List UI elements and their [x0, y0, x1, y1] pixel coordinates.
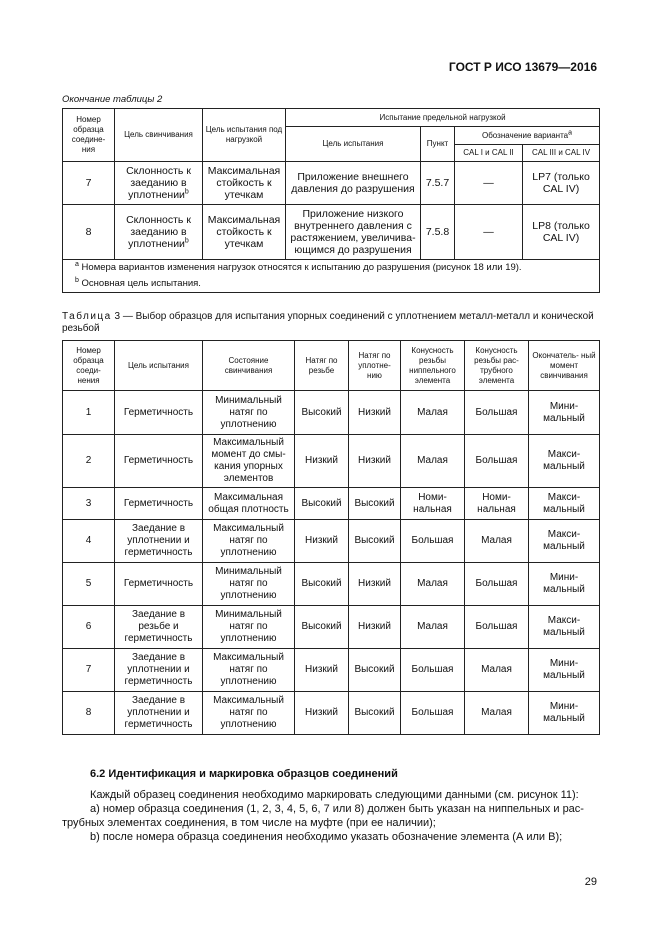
t2-header-cal12: CAL I и CAL II: [455, 145, 523, 162]
t3-cell-num: 5: [63, 563, 115, 606]
t2-header-cal34: CAL III и CAL IV: [523, 145, 600, 162]
t3-cell-state: Минимальный натяг по уплотнению: [203, 391, 295, 435]
t3-cell-box: Большая: [465, 606, 529, 649]
t3-cell-state: Минимальный натяг по уплотнению: [203, 563, 295, 606]
t3-header-num: Номер образца соеди- нения: [63, 341, 115, 391]
table2-caption: Окончание таблицы 2: [62, 94, 163, 105]
table-row: [63, 563, 600, 606]
t3-cell-final: Мини- мальный: [529, 563, 600, 606]
t3-cell-final: Мини- мальный: [529, 649, 600, 692]
t2-header-load-purpose: Цель испытания под нагрузкой: [203, 109, 286, 162]
t3-cell-num: 1: [63, 391, 115, 435]
document-header: ГОСТ Р ИСО 13679—2016: [448, 60, 597, 74]
table-row: [63, 649, 600, 692]
t3-cell-purpose: Заедание в уплотнении и герметичность: [115, 649, 203, 692]
page-number: 29: [584, 876, 597, 888]
t2-cell-num: 8: [63, 205, 115, 260]
paragraph-item-a: а) номер образца соединения (1, 2, 3, 4, 5, 6, 7 или 8) должен быть указан на ниппельных и рас- трубных элементах соединения, в том числе на муфте (при ее наличии);: [62, 803, 584, 829]
t3-cell-num: 3: [63, 488, 115, 520]
t3-header-final: Окончатель- ный момент свинчивания: [529, 341, 600, 391]
t3-cell-state: Максимальный натяг по уплотнению: [203, 649, 295, 692]
t2-header-num: Номер образца соедине- ния: [63, 109, 115, 162]
t3-cell-final: Макси- мальный: [529, 606, 600, 649]
table-row: [63, 162, 600, 205]
t3-cell-seal: Высокий: [349, 649, 401, 692]
t3-cell-seal: Низкий: [349, 606, 401, 649]
t3-cell-thread: Низкий: [295, 649, 349, 692]
t2-header-purpose: Цель свинчивания: [115, 109, 203, 162]
t3-cell-pin: Большая: [401, 692, 465, 735]
t3-cell-box: Малая: [465, 692, 529, 735]
t3-cell-thread: Высокий: [295, 606, 349, 649]
t2-cell-load: Максимальная стойкость к утечкам: [203, 205, 286, 260]
section-title: 6.2 Идентификация и маркировка образцов соединений: [90, 768, 398, 780]
table-row: [63, 205, 600, 260]
t3-cell-pin: Большая: [401, 520, 465, 563]
t3-cell-purpose: Заедание в резьбе и герметичность: [115, 606, 203, 649]
t2-header-clause: Пункт: [421, 127, 455, 162]
table-row: [63, 692, 600, 735]
t3-cell-purpose: Заедание в уплотнении и герметичность: [115, 520, 203, 563]
t2-cell-cal34: LP8 (только CAL IV): [523, 205, 600, 260]
paragraph-intro: Каждый образец соединения необходимо маркировать следующими данными (см. рисунок 11):: [90, 789, 579, 801]
t3-cell-state: Максимальный момент до смы- кания упорных элементов: [203, 435, 295, 488]
t3-cell-box: Большая: [465, 563, 529, 606]
t3-cell-final: Макси- мальный: [529, 520, 600, 563]
t3-cell-thread: Низкий: [295, 435, 349, 488]
t2-cell-test: Приложение внешнего давления до разрушения: [286, 162, 421, 205]
t3-cell-purpose: Герметичность: [115, 563, 203, 606]
t2-cell-clause: 7.5.7: [421, 162, 455, 205]
t3-cell-final: Макси- мальный: [529, 488, 600, 520]
t3-cell-thread: Низкий: [295, 520, 349, 563]
t3-cell-pin: Малая: [401, 435, 465, 488]
table-row: [63, 520, 600, 563]
t2-cell-clause: 7.5.8: [421, 205, 455, 260]
t2-cell-test: Приложение низкого внутреннего давления с растяжением, увеличива- ющимся до разрушения: [286, 205, 421, 260]
table-row: [63, 435, 600, 488]
t3-cell-thread: Высокий: [295, 391, 349, 435]
t3-cell-pin: Номи- нальная: [401, 488, 465, 520]
t3-cell-seal: Высокий: [349, 692, 401, 735]
t3-cell-seal: Высокий: [349, 488, 401, 520]
table-row: [63, 488, 600, 520]
t3-cell-pin: Малая: [401, 606, 465, 649]
t3-cell-box: Номи- нальная: [465, 488, 529, 520]
table3-caption: Таблица 3 — Выбор образцов для испытания упорных соединений с уплотнением металл-металл и конической резьбой: [62, 311, 594, 334]
t2-cell-purpose: Склонность к заеданию в уплотнении$^b$: [115, 162, 203, 205]
t3-cell-thread: Высокий: [295, 563, 349, 606]
t2-cell-cal12: —: [455, 162, 523, 205]
t3-cell-num: 4: [63, 520, 115, 563]
t3-cell-state: Максимальный натяг по уплотнению: [203, 692, 295, 735]
t2-footnote-b: $^b$ Основная цель испытания.: [63, 276, 600, 293]
t3-cell-num: 8: [63, 692, 115, 735]
t3-cell-seal: Низкий: [349, 391, 401, 435]
t3-cell-purpose: Заедание в уплотнении и герметичность: [115, 692, 203, 735]
t3-cell-num: 6: [63, 606, 115, 649]
t3-cell-final: Мини- мальный: [529, 391, 600, 435]
t3-header-box: Конусность резьбы рас- трубного элемента: [465, 341, 529, 391]
t3-header-pin: Конусность резьбы ниппельного элемента: [401, 341, 465, 391]
t3-cell-pin: Малая: [401, 563, 465, 606]
t3-header-thread: Натяг по резьбе: [295, 341, 349, 391]
t3-cell-seal: Низкий: [349, 563, 401, 606]
t3-cell-state: Максимальная общая плотность: [203, 488, 295, 520]
t3-cell-thread: Низкий: [295, 692, 349, 735]
t3-cell-box: Малая: [465, 649, 529, 692]
t3-cell-num: 7: [63, 649, 115, 692]
t2-header-test-purpose: Цель испытания: [286, 127, 421, 162]
t3-header-seal: Натяг по уплотне- нию: [349, 341, 401, 391]
table-3: [62, 340, 600, 735]
t2-cell-num: 7: [63, 162, 115, 205]
t3-cell-box: Большая: [465, 391, 529, 435]
t3-cell-state: Максимальный натяг по уплотнению: [203, 520, 295, 563]
t3-cell-state: Минимальный натяг по уплотнению: [203, 606, 295, 649]
t3-cell-final: Мини- мальный: [529, 692, 600, 735]
t3-cell-purpose: Герметичность: [115, 435, 203, 488]
table-row: [63, 606, 600, 649]
t2-header-limit: Испытание предельной нагрузкой: [286, 109, 600, 127]
t2-cell-load: Максимальная стойкость к утечкам: [203, 162, 286, 205]
t3-cell-purpose: Герметичность: [115, 488, 203, 520]
t3-cell-box: Малая: [465, 520, 529, 563]
table-row: [63, 391, 600, 435]
t2-cell-cal12: —: [455, 205, 523, 260]
t2-footnote-a: $^а$ Номера вариантов изменения нагрузок относятся к испытанию до разрушения (рисунок 18 или 19).: [63, 260, 600, 277]
t2-cell-purpose: Склонность к заеданию в уплотнении$^b$: [115, 205, 203, 260]
t3-cell-pin: Большая: [401, 649, 465, 692]
t3-cell-pin: Малая: [401, 391, 465, 435]
t3-cell-thread: Высокий: [295, 488, 349, 520]
paragraph-item-b: b) после номера образца соединения необходимо указать обозначение элемента (А или В);: [90, 831, 563, 843]
t3-cell-seal: Низкий: [349, 435, 401, 488]
t3-cell-seal: Высокий: [349, 520, 401, 563]
t3-cell-purpose: Герметичность: [115, 391, 203, 435]
t2-cell-cal34: LP7 (только CAL IV): [523, 162, 600, 205]
t3-cell-final: Макси- мальный: [529, 435, 600, 488]
table-2: [62, 108, 600, 293]
t3-cell-box: Большая: [465, 435, 529, 488]
t3-header-purpose: Цель испытания: [115, 341, 203, 391]
t3-header-state: Состояние свинчивания: [203, 341, 295, 391]
t3-cell-num: 2: [63, 435, 115, 488]
t2-header-variant: Обозначение варианта$^а$: [455, 127, 600, 145]
